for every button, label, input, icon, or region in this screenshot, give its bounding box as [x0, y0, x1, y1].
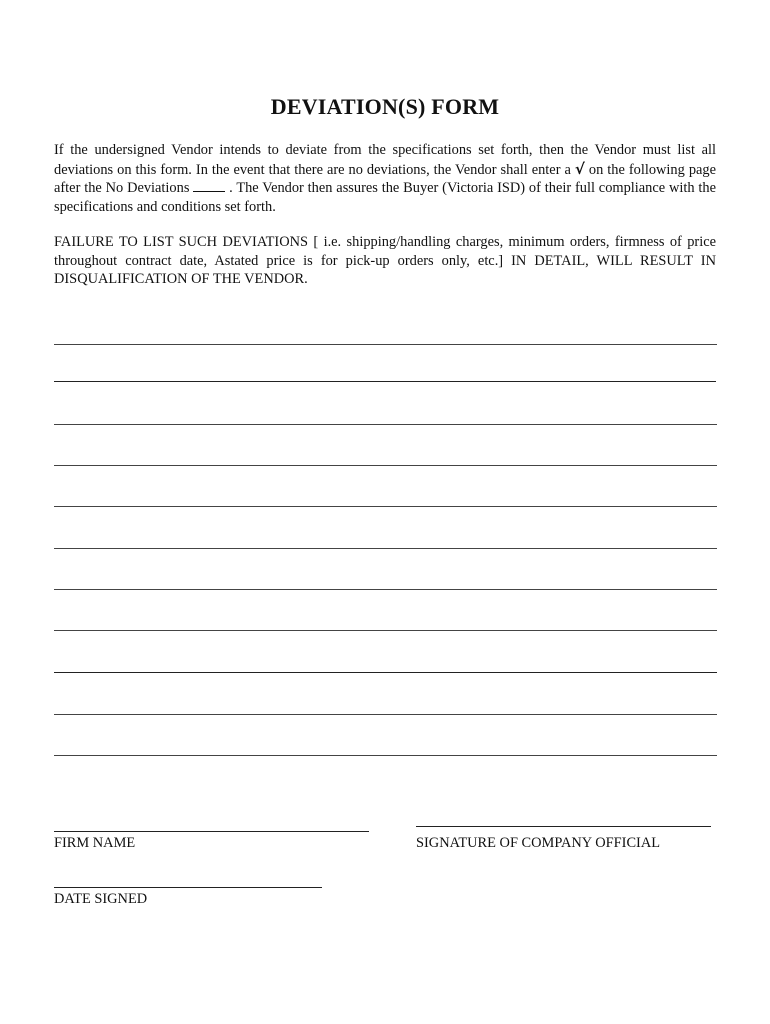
- signature-official-label: SIGNATURE OF COMPANY OFFICIAL: [416, 835, 661, 851]
- failure-warning: FAILURE TO LIST SUCH DEVIATIONS [ i.e. shipping/handling charges, minimum orders, firmness of price throughout contract date, Astated price is for pick-up orders only, etc.] IN DETAIL, WILL RESULT IN DISQUALIFICATION OF THE VENDOR.: [54, 234, 716, 287]
- deviation-line-8[interactable]: [54, 630, 717, 631]
- form-title: DEVIATION(S) FORM: [270, 94, 500, 119]
- intro-text-1: If the undersigned Vendor intends to deviate from the specifications set forth, then the Vendor must list all deviations on this form. In the event that there are no deviations, the Vendor shall enter a: [54, 142, 716, 178]
- deviation-line-10[interactable]: [54, 714, 717, 715]
- intro-text-3: . The Vendor then assures the Buyer (Victoria ISD) of their full compliance with the specifications and conditions set forth.: [54, 180, 716, 215]
- check-mark: √: [574, 159, 585, 178]
- no-deviations-blank[interactable]: [193, 179, 225, 192]
- deviation-line-1[interactable]: [54, 344, 717, 345]
- deviation-line-7[interactable]: [54, 589, 717, 590]
- deviation-line-2[interactable]: [54, 381, 716, 382]
- deviation-line-9[interactable]: [54, 672, 717, 673]
- deviation-line-4[interactable]: [54, 465, 717, 466]
- date-signed-line[interactable]: [54, 887, 322, 888]
- firm-name-label: FIRM NAME: [54, 835, 136, 851]
- deviation-line-5[interactable]: [54, 506, 717, 507]
- deviation-line-3[interactable]: [54, 424, 717, 425]
- deviation-line-11[interactable]: [54, 755, 717, 756]
- signature-line[interactable]: [416, 826, 711, 827]
- date-signed-label: DATE SIGNED: [54, 891, 148, 907]
- firm-name-line[interactable]: [54, 831, 369, 832]
- deviation-line-6[interactable]: [54, 548, 717, 549]
- intro-paragraph: [54, 141, 716, 216]
- intro-text-2: on the following page after the No Deviations: [54, 161, 716, 196]
